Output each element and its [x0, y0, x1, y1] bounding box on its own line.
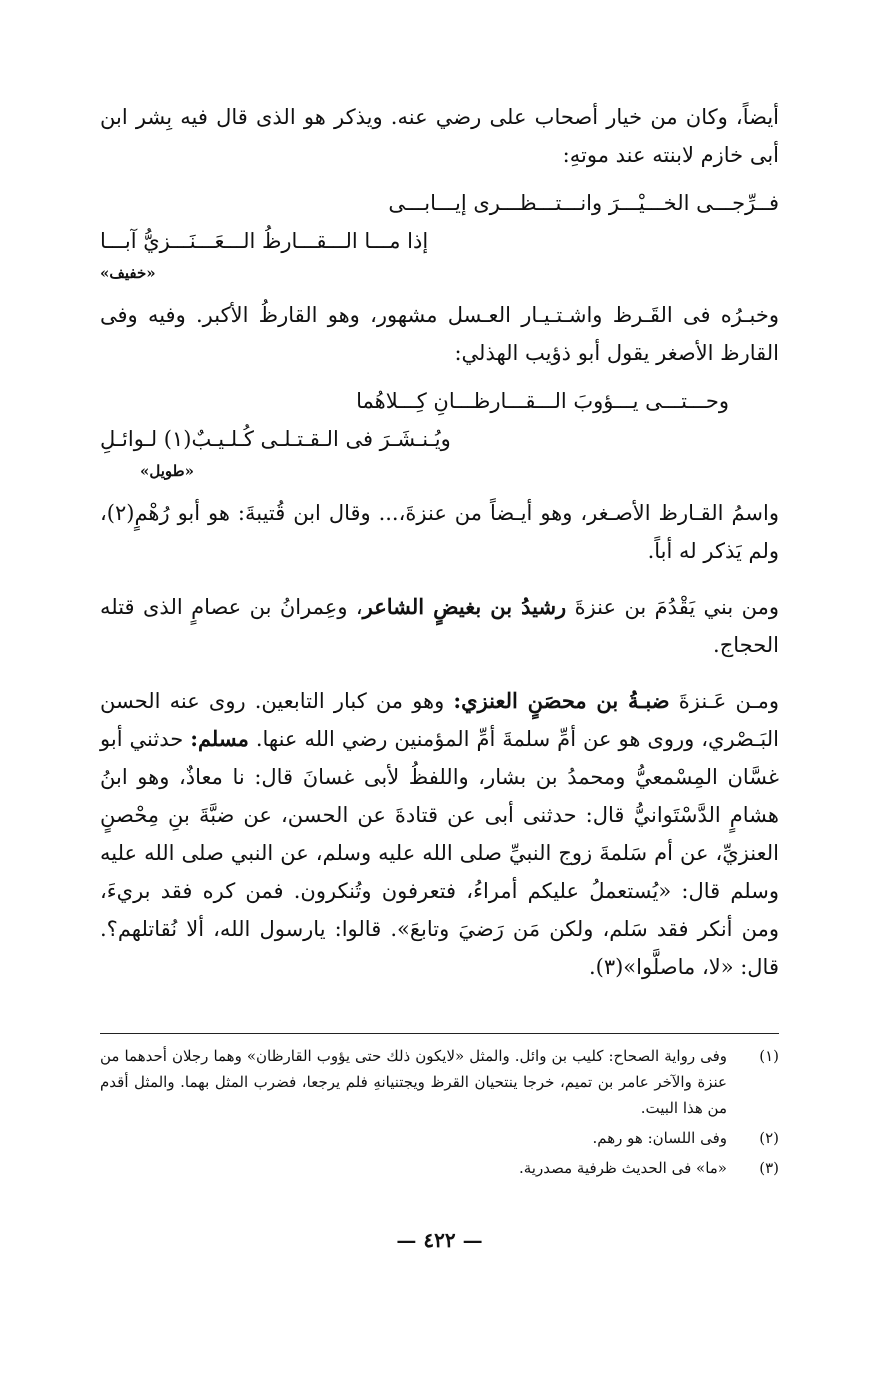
paragraph-dabba-hadith [100, 682, 779, 986]
footnote-divider [100, 1033, 779, 1034]
text-run: ومـن عَـنزةَ [669, 689, 779, 713]
footnote-3 [100, 1155, 779, 1181]
footnote-2 [100, 1125, 779, 1151]
text-run: وهو من كبار التابعين. روى عنه الحسن البَـصْري، وروى هو عن أمِّ سلمةَ أمِّ المؤمنين رضي الله عنها. [100, 689, 779, 751]
footnote-text: وفى اللسان: هو رهم. [592, 1129, 727, 1147]
paragraph-lesser-qaraz: واسمُ القـارظ الأصـغر، وهو أيـضاً من عنزةَ،... وقال ابن قُتيبةَ: هو أبو رُهْمٍ(٢)، ولم يَذكر له أباً. [100, 501, 779, 563]
footnote-number: (٢) [759, 1129, 779, 1147]
footnote-text: «ما» فى الحديث ظرفية مصدرية. [518, 1159, 727, 1177]
meter-label-khafif: «خفيف» [100, 264, 156, 282]
footnotes [100, 1043, 779, 1185]
verse-1-second-hemistich: إذا مـــا الـــقـــارظُ الـــعَـــنَـــزيُّ آبـــا [100, 229, 429, 253]
verse-1-first-hemistich: فــرِّجـــى الخـــيْـــرَ وانـــتـــظـــرى إيـــابـــى [388, 191, 779, 215]
text-run: ، وعِمرانُ بن عصامٍ الذى قتله الحجاج. [100, 595, 779, 657]
text-run: ومن بني يَقْدُمَ بن عنزةَ [566, 595, 780, 619]
footnote-text: وفى رواية الصحاح: كليب بن وائل. والمثل «لايكون ذلك حتى يؤوب القارظان» وهما رجلان أحدهما من عنزة والآخر عامر بن تميم، خرجا ينتحيان القرظ ويجتنيانهِ فلم يرجعا، فضرب المثل بهما. والمثل أقدم من هذا البيت. [100, 1047, 727, 1117]
name-rashid: رشيدُ بن بغيضٍ الشاعر [362, 594, 567, 619]
paragraph-qaraz: وخبـرُه فى القَـرظ واشـتـيـار العـسل مشهور، وهو القارظُ الأكبر. وفيه وفى القارظ الأصغر يقول أبو ذؤيب الهذلي: [100, 303, 779, 365]
meter-label-tawil: «طويل» [140, 462, 194, 480]
source-muslim: مسلم: [190, 726, 249, 751]
footnote-number: (٣) [759, 1159, 779, 1177]
footnote-1 [100, 1043, 779, 1121]
paragraph-bani-yaqdum [100, 588, 779, 664]
verse-2-second-hemistich: ويُـنـشَـرَ فى الـقـتـلـى كُـلـيـبٌ(١) لـوائـلِ [100, 427, 451, 451]
paragraph-intro: أيضاً، وكان من خيار أصحاب على رضي عنه. ويذكر هو الذى قال فيه بِشر ابن أبى خازم لابنته عند موتهِ: [100, 105, 779, 167]
verse-2-first-hemistich: وحـــتـــى يـــؤوبَ الـــقـــارظـــانِ كِـــلاهُما [356, 389, 729, 413]
page-number: — ٤٢٢ — [396, 1228, 483, 1252]
name-dabba: ضبـةُ بن محصَنٍ العنزي: [453, 688, 670, 713]
text-run: حدثني أبو غسَّان المِسْمعيُّ ومحمدُ بن بشار، واللفظُ لأبى غسانَ قال: نا معاذٌ، وهو ابنُ هشامٍ الدَّسْتَوانيُّ قال: حدثنى أبى عن قتادةَ عن الحسن، عن ضبَّةَ بنِ مِحْصنٍ العنزيِّ، عن أم سَلمةَ زوج النبيِّ صلى الله عليه وسلم، عن النبي صلى الله عليه وسلم قال: «يُستعملُ عليكم أمراءُ، فتعرفون وتُنكرون. فمن كره فقد بريءَ، ومن أنكر فقد سَلم، ولكن مَن رَضيَ وتابعَ». قالوا: يارسول الله، ألا نُقاتلهم؟. قال: «لا، ماصلَّوا»(٣). [100, 727, 779, 979]
footnote-number: (١) [759, 1047, 779, 1065]
